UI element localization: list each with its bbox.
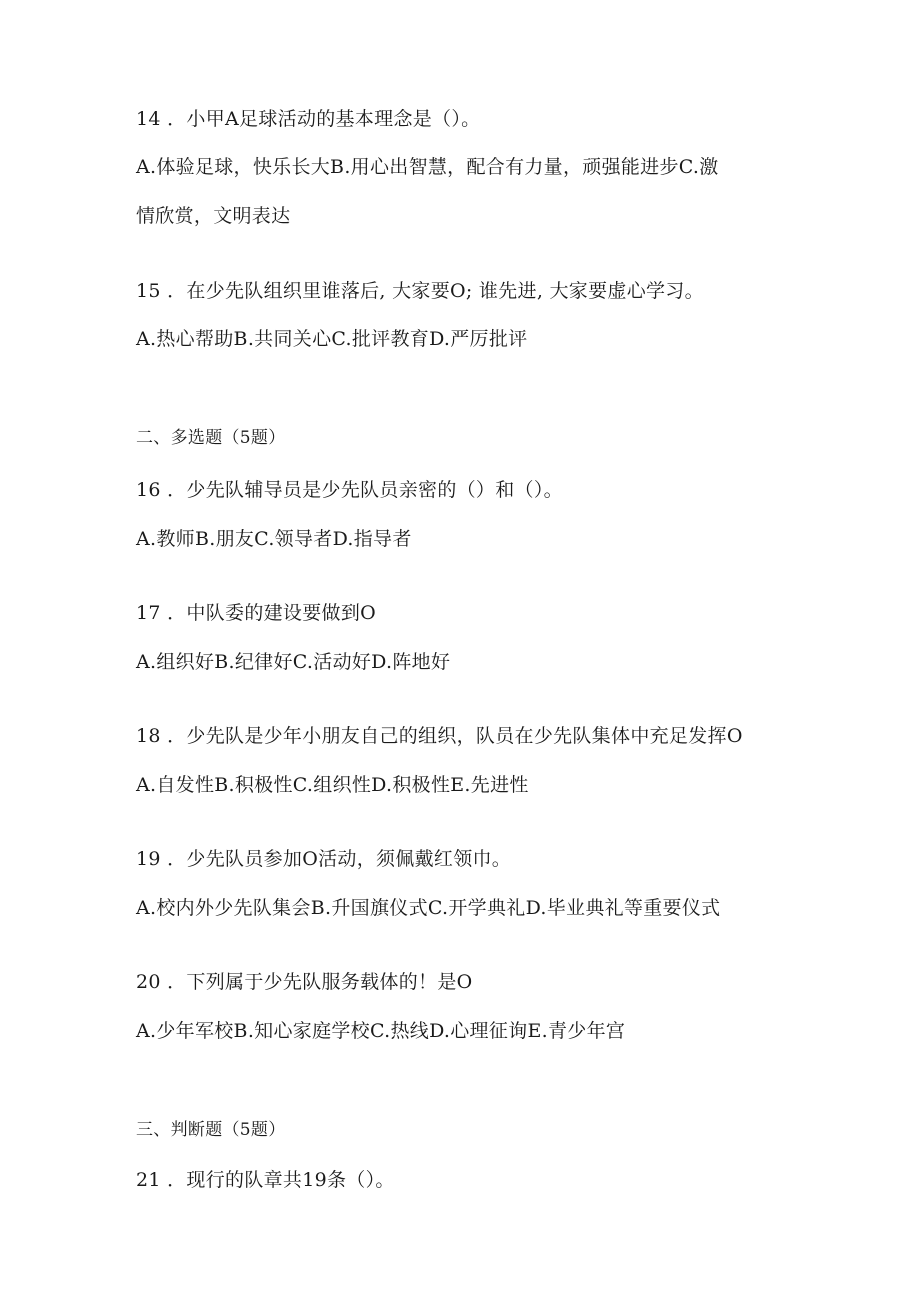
question-17-stem: 17 ．中队委的建设要做到O	[136, 602, 376, 624]
question-18-stem: 18 ．少先队是少年小朋友自己的组织，队员在少先队集体中充足发挥O	[136, 725, 743, 747]
question-15-stem: 15 ．在少先队组织里谁落后, 大家要O; 谁先进, 大家要虚心学习。	[136, 280, 704, 302]
question-16-stem: 16 ．少先队辅导员是少先队员亲密的（）和（）。	[136, 479, 563, 501]
question-14-options: A.体验足球，快乐长大B.用心出智慧，配合有力量，顽强能进步C.激	[136, 156, 719, 178]
question-14-options-continued: 情欣赏，文明表达	[136, 205, 291, 227]
question-19-options: A.校内外少先队集会B.升国旗仪式C.开学典礼D.毕业典礼等重要仪式	[136, 897, 721, 919]
question-18-options: A.自发性B.积极性C.组织性D.积极性E.先进性	[136, 774, 529, 796]
question-20-options: A.少年军校B.知心家庭学校C.热线D.心理征询E.青少年宫	[136, 1020, 626, 1042]
section-heading-multiple-choice: 二、多选题（5题）	[136, 428, 286, 448]
question-21-stem: 21 ．现行的队章共19条（）。	[136, 1169, 395, 1191]
question-16-options: A.教师B.朋友C.领导者D.指导者	[136, 528, 412, 550]
question-17-options: A.组织好B.纪律好C.活动好D.阵地好	[136, 651, 451, 673]
question-20-stem: 20 ．下列属于少先队服务载体的！是O	[136, 971, 473, 993]
question-19-stem: 19 ．少先队员参加O活动，须佩戴红领巾。	[136, 848, 512, 870]
question-14-stem: 14 ．小甲A足球活动的基本理念是（）。	[136, 108, 481, 130]
section-heading-true-false: 三、判断题（5题）	[136, 1120, 286, 1140]
question-15-options: A.热心帮助B.共同关心C.批评教育D.严厉批评	[136, 328, 528, 350]
